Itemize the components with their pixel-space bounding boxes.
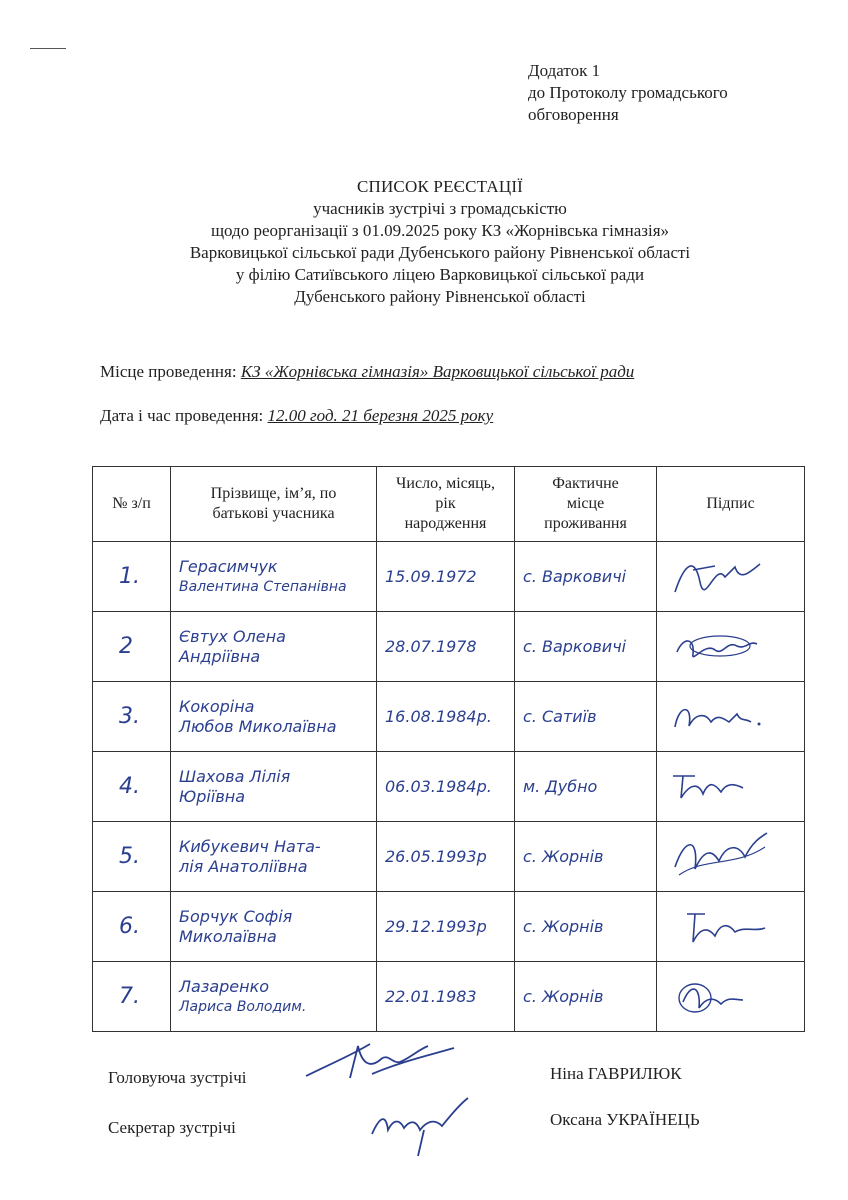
annex-line-1: Додаток 1 [528,61,601,80]
meeting-place [100,362,634,382]
row-name: Борчук Софія Миколаївна [171,892,377,962]
row-birth: 29.12.1993р [377,892,515,962]
chair-label: Головуюча зустрічі [108,1068,247,1087]
handwritten-signature-icon [665,692,775,742]
row-number: 4. [93,752,171,822]
place-value: КЗ «Жорнівська гімназія» Варковицької сільської ради [240,362,635,381]
annex-line-2: до Протоколу громадського [528,83,728,102]
row-residence: с. Сатиїв [515,682,657,752]
secretary-label: Секретар зустрічі [108,1118,236,1137]
row-signature [657,682,805,752]
header-signature: Підпис [657,467,805,542]
handwritten-signature-icon [665,762,775,812]
secretary-name: Оксана УКРАЇНЕЦЬ [550,1110,700,1129]
row-name: Герасимчук Валентина Степанівна [171,542,377,612]
annex-line-3: обговорення [528,105,619,124]
row-number: 5. [93,822,171,892]
title-line-3: Варковицької сільської ради Дубенського району Рівненської області [189,243,691,262]
table-row [93,822,805,892]
header-residence: Фактичне місце проживання [515,467,657,542]
handwritten-signature-icon [665,622,775,672]
scan-mark [30,48,66,49]
row-birth: 26.05.1993р [377,822,515,892]
row-signature [657,822,805,892]
handwritten-signature-icon [665,972,775,1022]
chair-name: Ніна ГАВРИЛЮК [550,1064,682,1083]
row-birth: 15.09.1972 [377,542,515,612]
row-number: 2 [93,612,171,682]
row-residence: с. Жорнів [515,892,657,962]
row-name: Шахова Лілія Юріївна [171,752,377,822]
meeting-date [100,406,493,426]
row-name: Лазаренко Лариса Володим. [171,962,377,1032]
date-value: 12.00 год. 21 березня 2025 року [267,406,494,425]
row-residence: с. Варковичі [515,612,657,682]
annex-block [528,60,728,126]
title-block [90,176,790,308]
secretary-signature-icon [364,1090,484,1165]
table-row [93,612,805,682]
row-birth: 22.01.1983 [377,962,515,1032]
table-header-row [93,467,805,542]
registration-table [92,466,805,1032]
title-line-4: у філію Сатиївського ліцею Варковицької сільської ради [235,265,645,284]
row-signature [657,612,805,682]
row-name: Кибукевич Ната- лія Анатоліївна [171,822,377,892]
row-number: 6. [93,892,171,962]
handwritten-signature-icon [665,902,775,952]
row-signature [657,892,805,962]
row-birth: 06.03.1984р. [377,752,515,822]
row-number: 3. [93,682,171,752]
row-residence: с. Варковичі [515,542,657,612]
table-row [93,962,805,1032]
document-title: СПИСОК РЕЄСТАЦІЇ [356,177,524,196]
table-row [93,752,805,822]
handwritten-signature-icon [665,827,775,887]
title-line-5: Дубенського району Рівненської області [294,287,586,306]
row-number: 1. [93,542,171,612]
row-name: Євтух Олена Андріївна [171,612,377,682]
header-name: Прізвище, ім’я, по батькові учасника [171,467,377,542]
row-number: 7. [93,962,171,1032]
row-signature [657,752,805,822]
row-signature [657,542,805,612]
row-name: Кокоріна Любов Миколаївна [171,682,377,752]
date-label: Дата і час проведення: [100,406,264,425]
header-number: № з/п [93,467,171,542]
row-residence: с. Жорнів [515,962,657,1032]
row-signature [657,962,805,1032]
title-line-1: учасників зустрічі з громадськістю [313,199,567,218]
table-row [93,542,805,612]
row-residence: м. Дубно [515,752,657,822]
header-birth: Число, місяць, рік народження [377,467,515,542]
row-birth: 16.08.1984р. [377,682,515,752]
handwritten-signature-icon [665,552,775,602]
table-row [93,682,805,752]
table-row [93,892,805,962]
place-label: Місце проведення: [100,362,237,381]
row-residence: с. Жорнів [515,822,657,892]
title-line-2: щодо реорганізації з 01.09.2025 року КЗ «Жорнівська гімназія» [210,221,670,240]
row-birth: 28.07.1978 [377,612,515,682]
